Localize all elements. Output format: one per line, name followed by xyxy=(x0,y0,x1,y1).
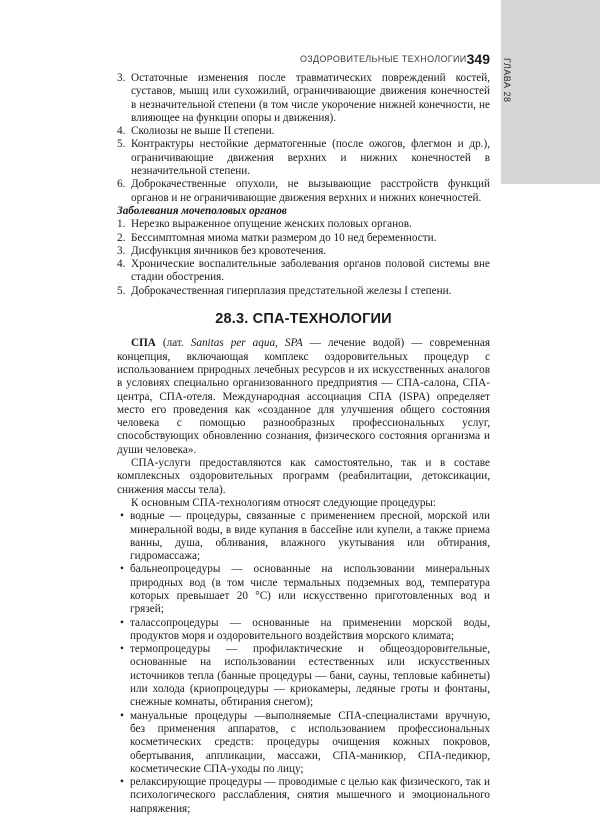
urogenital-list xyxy=(117,218,490,298)
list-item-text: Нерезко выраженное опущение женских половых органов. xyxy=(131,218,412,231)
spa-definition-paragraph xyxy=(117,337,490,457)
bullet-item xyxy=(117,643,490,709)
bullet-icon: • xyxy=(120,510,124,523)
list-item-text: Доброкачественная гиперплазия предстательной железы I степени. xyxy=(131,284,452,297)
spa-lat-prefix: (лат. xyxy=(155,337,191,350)
list-item-number: 4. xyxy=(117,258,126,271)
list-item-number: 5. xyxy=(117,138,126,151)
spa-definition-text: — лечение водой) — современная концепция, включающая комплекс оздоровительных процедур с использованием природных лечебных ресурсов и их искусственных аналогов в условиях специально организованного предприятия — СПА-салона, СПА-центра, СПА-отеля. Международная ассоциация СПА (ISPA) определяет место его проведения как «созданное для улучшения общего состояния человека с помощью разнообразных профессиональных услуг, способствующих обновлению сознания, физического состояния организма и души человека». xyxy=(117,337,491,456)
bullet-icon: • xyxy=(120,776,124,789)
spa-procedures-list xyxy=(117,510,490,816)
list-item-number: 6. xyxy=(117,178,126,191)
bullet-text: бальнеопроцедуры — основанные на использовании минеральных природных вод (в том числе термальных подземных вод, температура которых превышает 20 °С) или искусственно приготовленных вод и грязей; xyxy=(130,563,490,616)
list-item-number: 3. xyxy=(117,72,126,84)
list-item xyxy=(117,178,490,205)
page-number: 349 xyxy=(466,51,490,67)
list-item-text: Доброкачественные опухоли, не вызывающие расстройств функций органов и не ограничивающие движения верхних и нижних конечностей. xyxy=(131,178,490,204)
bullet-icon: • xyxy=(120,563,124,576)
bullet-icon: • xyxy=(120,616,124,629)
list-item-text: Сколиозы не выше II степени. xyxy=(131,125,275,138)
list-item xyxy=(117,258,490,285)
running-head-title: ОЗДОРОВИТЕЛЬНЫЕ ТЕХНОЛОГИИ xyxy=(300,54,467,64)
list-item-number: 2. xyxy=(117,231,126,244)
list-item-number: 5. xyxy=(117,284,126,297)
list-item-number: 3. xyxy=(117,244,126,257)
chapter-side-tab-label xyxy=(502,58,530,138)
bullet-item xyxy=(117,563,490,616)
contraindications-list-cont xyxy=(117,72,490,205)
list-item xyxy=(117,125,490,138)
bullet-text: релаксирующие процедуры — проводимые с целью как физического, так и психологического расслабления, снятия мышечного и эмоционального напряжения; xyxy=(130,776,490,815)
paragraph-services: СПА-услуги предоставляются как самостоятельно, так и в составе комплексных оздоровительных программ (реабилитации, детоксикации, снижения массы тела). xyxy=(117,457,490,496)
list-item-text: Контрактуры нестойкие дерматогенные (после ожогов, флегмон и др.), ограничивающие движения верхних и нижних конечностей в незначительной степени. xyxy=(131,138,490,178)
list-item-number: 4. xyxy=(117,125,126,138)
bullet-icon: • xyxy=(120,709,124,722)
spa-term: СПА xyxy=(131,337,156,350)
list-item xyxy=(117,285,490,298)
bullet-icon: • xyxy=(120,643,124,656)
bullet-text: талассопроцедуры — основанные на применении морской воды, продуктов моря и оздоровительного воздействия морского климата; xyxy=(130,616,490,642)
list-item xyxy=(117,72,490,125)
list-item xyxy=(117,218,490,231)
section-heading: 28.3. СПА-ТЕХНОЛОГИИ xyxy=(215,311,392,328)
list-item xyxy=(117,138,490,178)
bullet-item xyxy=(117,510,490,563)
chapter-label: ГЛАВА 28 xyxy=(502,58,512,103)
list-item-number: 1. xyxy=(117,218,126,231)
bullet-text: термопроцедуры — профилактические и общеоздоровительные, основанные на использовании естественных или искусственных источников тепла (банные процедуры — бани, сауны, тепловые кабинеты) или холода (криопроцедуры — криокамеры, ледяные гроты и фонтаны, снежные комнаты, обтирания снегом); xyxy=(130,643,490,709)
bullet-text: водные — процедуры, связанные с применением пресной, морской или минеральной воды, в виде купания в бассейне или купели, а также приема ванны, душа, обливания, влажного укутывания или обтирания, гидромассажа; xyxy=(130,510,490,563)
list-item xyxy=(117,232,490,245)
paragraph-procedures-intro: К основным СПА-технологиям относят следующие процедуры: xyxy=(131,496,437,509)
bullet-item xyxy=(117,617,490,644)
list-item-text: Дисфункция яичников без кровотечения. xyxy=(131,244,327,257)
list-item-text: Бессимптомная миома матки размером до 10 нед беременности. xyxy=(131,231,437,244)
bullet-text: мануальные процедуры —выполняемые СПА-специалистами вручную, без применения аппаратов, с использованием профессиональных косметических средств: процедуры очищения кожных покровов, обертывания, аппликации, массажи, СПА-маникюр, СПА-педикюр, косметические СПА-уходы по лицу; xyxy=(130,709,490,775)
bullet-item xyxy=(117,776,490,816)
list-item xyxy=(117,245,490,258)
bullet-item xyxy=(117,710,490,776)
spa-latin-phrase: Sanitas per aqua, SPA xyxy=(190,337,303,350)
subheading-urogenital: Заболевания мочеполовых органов xyxy=(117,204,287,217)
running-head xyxy=(300,51,490,67)
list-item-text: Остаточные изменения после травматических повреждений костей, суставов, мышц или сухожилий, ограничивающие движения конечностей в незначительной степени (в том числе укорочение нижней конечности, не влияющее на функции опоры и движения). xyxy=(131,72,490,124)
list-item-text: Хронические воспалительные заболевания органов половой системы вне стадии обострения. xyxy=(131,258,490,284)
page-body xyxy=(117,72,490,816)
